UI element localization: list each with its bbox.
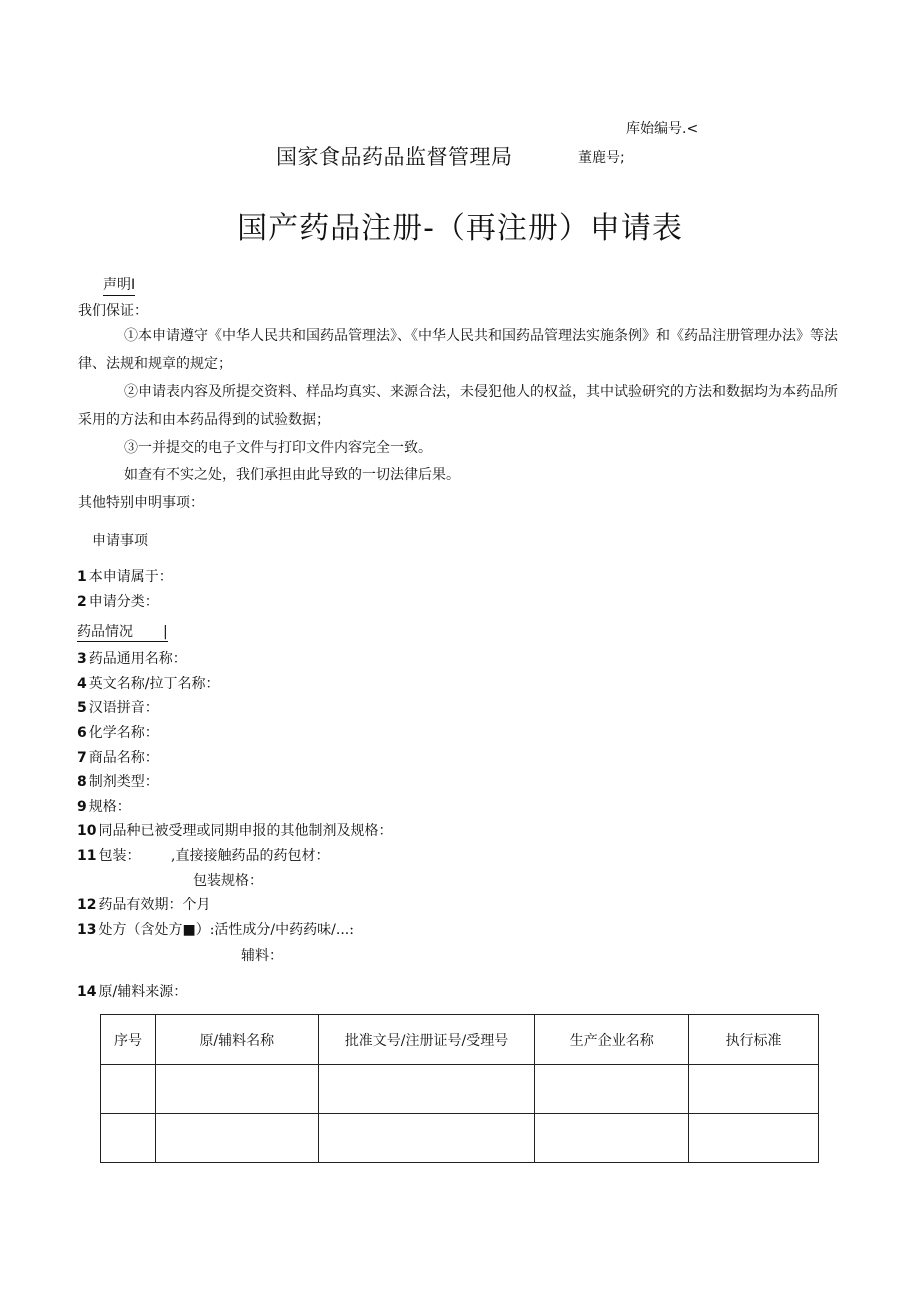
- material-source-table: [100, 1014, 819, 1163]
- other-declaration-label: 其他特别申明事项：: [78, 495, 204, 511]
- agency-name: 国家食品药品监督管理局: [276, 145, 513, 169]
- table-row: [101, 1065, 819, 1114]
- item-label: 规格：: [88, 799, 131, 815]
- table-row: [101, 1114, 819, 1163]
- item-10: [77, 820, 392, 840]
- item-label: 汉语拼音：: [88, 700, 159, 716]
- declaration-liability-text: 如查有不实之处，我们承担由此导致的一切法律后果。: [124, 467, 460, 483]
- receipt-number-label: 董鹿号;: [578, 150, 625, 166]
- table-cell[interactable]: [535, 1065, 689, 1114]
- item-number: 5: [77, 700, 87, 716]
- we-guarantee-text: 我们保证：: [78, 303, 148, 319]
- item-number: 11: [77, 848, 97, 864]
- column-header-material-name: 原/辅料名称: [155, 1015, 318, 1065]
- item-number: 4: [77, 676, 87, 692]
- formula-excipient-label: 辅料：: [241, 948, 283, 964]
- item-13: [77, 919, 354, 939]
- item-1: [77, 566, 173, 586]
- column-header-approval-number: 批准文号/注册证号/受理号: [318, 1015, 535, 1065]
- table-cell[interactable]: [535, 1114, 689, 1163]
- item-label: 本申请属于：: [88, 569, 173, 585]
- archive-number-label: 库始编号.<: [626, 121, 699, 137]
- item-11: [77, 845, 140, 865]
- column-header-standard: 执行标准: [689, 1015, 819, 1065]
- item-label: 商品名称：: [88, 750, 159, 766]
- table-cell[interactable]: [318, 1065, 535, 1114]
- item-9: [77, 796, 131, 816]
- formula-active-ingredients-label: :活性成分/中药药味/...:: [209, 922, 354, 938]
- item-3: [77, 648, 187, 668]
- declaration-item-1: [78, 322, 838, 378]
- item-number: 8: [77, 774, 87, 790]
- application-heading: 申请事项: [92, 533, 148, 549]
- packaging-spec-label: 包装规格：: [193, 873, 263, 889]
- item-4: [77, 673, 219, 693]
- item-number: 1: [77, 569, 87, 585]
- item-label: 化学名称：: [88, 725, 159, 741]
- declaration-liability: [78, 461, 838, 489]
- item-label: 英文名称/拉丁名称：: [88, 676, 220, 692]
- item-5: [77, 697, 159, 717]
- item-label: 同品种已被受理或同期申报的其他制剂及规格：: [98, 823, 393, 839]
- item-number: 3: [77, 651, 87, 667]
- item-number: 6: [77, 725, 87, 741]
- item-label: 药品通用名称：: [88, 651, 187, 667]
- drug-info-heading-bar: |: [163, 624, 168, 640]
- item-number: 13: [77, 922, 97, 938]
- item-label: 制剂类型：: [88, 774, 159, 790]
- table-cell[interactable]: [689, 1065, 819, 1114]
- item-12: [77, 894, 210, 914]
- item-8: [77, 771, 159, 791]
- item-2: [77, 591, 159, 611]
- table-cell[interactable]: [155, 1065, 318, 1114]
- item-label: 包装：: [98, 848, 141, 864]
- validity-unit: 个月: [182, 897, 211, 913]
- table-cell[interactable]: [101, 1065, 156, 1114]
- item-label: 申请分类：: [88, 594, 159, 610]
- declaration-item-3-text: ③一并提交的电子文件与打印文件内容完全一致。: [124, 440, 432, 456]
- item-label: 原/辅料来源：: [98, 984, 188, 1000]
- item-number: 2: [77, 594, 87, 610]
- declaration-item-2: [78, 378, 838, 434]
- item-number: 7: [77, 750, 87, 766]
- declaration-item-1-text: ①本申请遵守《中华人民共和国药品管理法》、《中华人民共和国药品管理法实施条例》和《药品注册管理办法》等法律、法规和规章的规定；: [78, 328, 838, 372]
- item-number: 9: [77, 799, 87, 815]
- drug-info-heading-text: 药品情况: [77, 624, 133, 640]
- declaration-heading: 声明I: [103, 274, 135, 296]
- item-6: [77, 722, 159, 742]
- item-14: [77, 981, 187, 1001]
- item-number: 10: [77, 823, 97, 839]
- table-header-row: [101, 1015, 819, 1065]
- table-cell[interactable]: [155, 1114, 318, 1163]
- item-number: 12: [77, 897, 97, 913]
- item-label: 药品有效期：: [98, 897, 183, 913]
- item-7: [77, 747, 159, 767]
- table-cell[interactable]: [101, 1114, 156, 1163]
- declaration-item-3: [78, 434, 838, 462]
- column-header-seq: 序号: [101, 1015, 156, 1065]
- item-label: 处方（含处方■）: [98, 922, 210, 938]
- drug-info-heading: [77, 621, 168, 642]
- table-cell[interactable]: [318, 1114, 535, 1163]
- column-header-manufacturer: 生产企业名称: [535, 1015, 689, 1065]
- table-cell[interactable]: [689, 1114, 819, 1163]
- item-number: 14: [77, 984, 97, 1000]
- form-title: 国产药品注册-（再注册）申请表: [237, 211, 683, 246]
- declaration-item-2-text: ②申请表内容及所提交资料、样品均真实、来源合法，未侵犯他人的权益，其中试验研究的方法和数据均为本药品所采用的方法和由本药品得到的试验数据；: [78, 384, 838, 428]
- packaging-direct-contact-label: ,直接接触药品的药包材：: [171, 848, 330, 864]
